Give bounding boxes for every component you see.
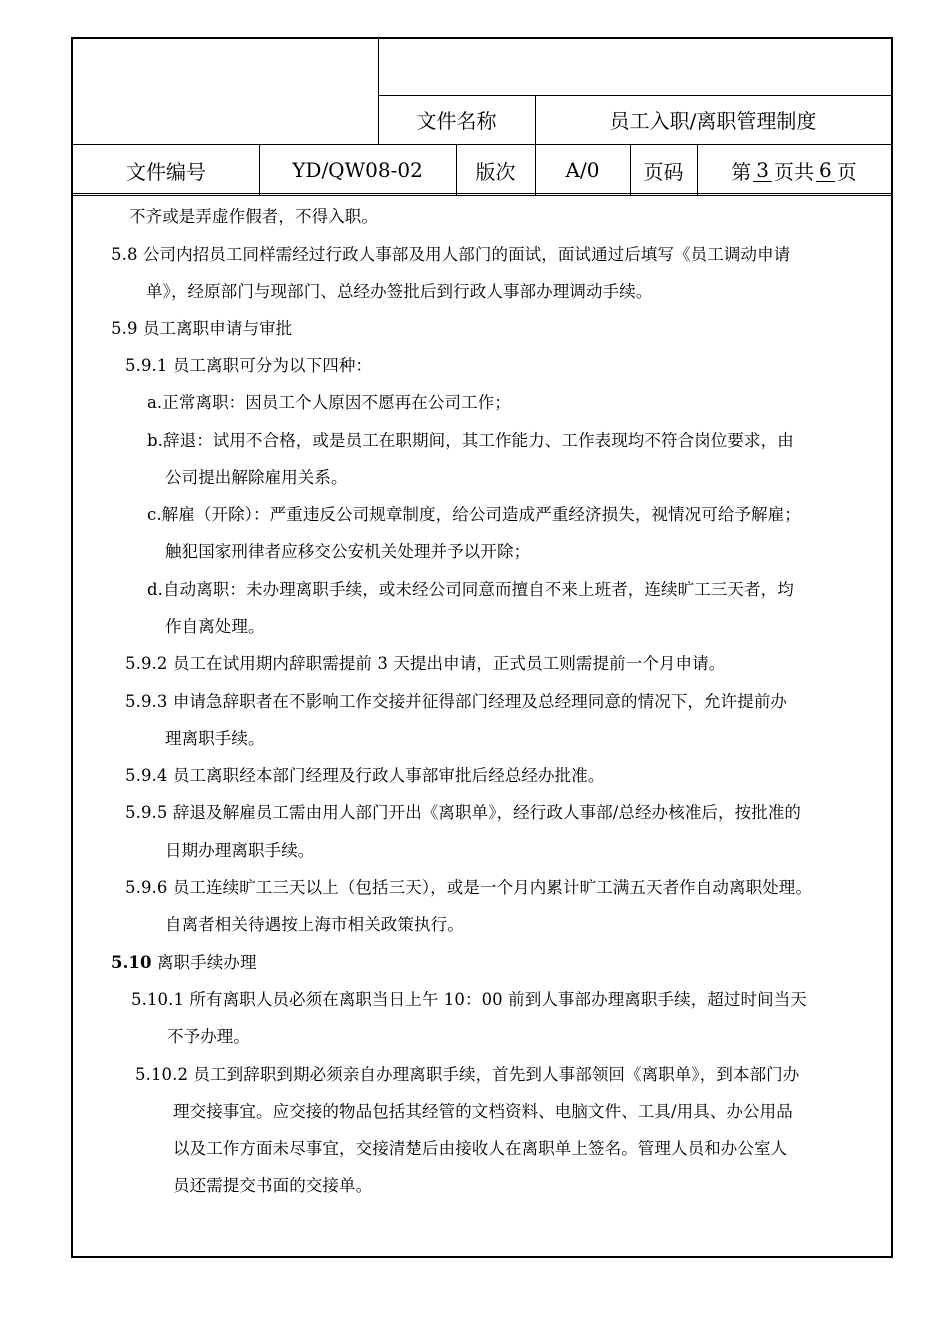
paragraph-line: 作自离处理。 — [165, 617, 265, 636]
section-5-10-2: 5.10.2 员工到辞职到期必须亲自办理离职手续，首先到人事部领回《离职单》，到本部门办 — [135, 1065, 800, 1084]
paragraph-line: 公司提出解除雇用关系。 — [165, 468, 348, 487]
paragraph-line: 不齐或是弄虚作假者，不得入职。 — [129, 207, 378, 226]
section-5-9-4: 5.9.4 员工离职经本部门经理及行政人事部审批后经总经办批准。 — [125, 766, 605, 785]
section-number: 5.10 — [111, 953, 152, 972]
file-no-value: YD/QW08-02 — [292, 158, 423, 182]
version-value: A/0 — [565, 158, 600, 182]
page-current: 3 — [753, 159, 772, 182]
section-5-9-6: 5.9.6 员工连续旷工三天以上（包括三天），或是一个月内累计旷工满五天者作自动离职处理。 — [125, 878, 812, 897]
section-5-8: 5.8 公司内招员工同样需经过行政人事部及用人部门的面试，面试通过后填写《员工调动申请 — [111, 245, 791, 264]
paragraph-line: 员还需提交书面的交接单。 — [173, 1176, 373, 1195]
item-a: a.正常离职：因员工个人原因不愿再在公司工作； — [147, 393, 511, 412]
document-frame — [71, 37, 893, 1258]
paragraph-line: 日期办理离职手续。 — [165, 841, 315, 860]
page-prefix: 第 — [731, 159, 752, 184]
paragraph-line: 自离者相关待遇按上海市相关政策执行。 — [165, 915, 464, 934]
section-5-9-1: 5.9.1 员工离职可分为以下四种： — [125, 356, 373, 375]
paragraph-line: 不予办理。 — [167, 1027, 250, 1046]
item-d: d.自动离职：未办理离职手续，或未经公司同意而擅自不来上班者，连续旷工三天者，均 — [147, 580, 794, 599]
page-label: 页码 — [643, 159, 684, 184]
section-5-10-heading — [111, 949, 257, 973]
paragraph-line: 单》，经原部门与现部门、总经办签批后到行政人事部办理调动手续。 — [146, 282, 653, 301]
section-5-9-2: 5.9.2 员工在试用期内辞职需提前 3 天提出申请，正式员工则需提前一个月申请。 — [125, 654, 726, 673]
item-c: c.解雇（开除）：严重违反公司规章制度，给公司造成严重经济损失，视情况可给予解雇； — [147, 505, 801, 524]
page-number — [697, 144, 891, 196]
paragraph-line: 以及工作方面未尽事宜，交接清楚后由接收人在离职单上签名。管理人员和办公室人 — [173, 1139, 788, 1158]
section-title: 离职手续办理 — [151, 953, 257, 972]
document-header-table — [73, 39, 891, 196]
section-5-9-5: 5.9.5 辞退及解雇员工需由用人部门开出《离职单》，经行政人事部/总经办核准后，按批准的 — [125, 803, 802, 822]
paragraph-line: 触犯国家刑律者应移交公安机关处理并予以开除； — [165, 542, 531, 561]
file-no-label: 文件编号 — [126, 159, 206, 184]
paragraph-line: 理交接事宜。应交接的物品包括其经管的文档资料、电脑文件、工具/用具、办公用品 — [173, 1102, 793, 1121]
section-5-9-heading: 5.9 员工离职申请与审批 — [111, 319, 293, 338]
page-middle: 页共 — [774, 159, 814, 184]
paragraph-line: 理离职手续。 — [165, 729, 265, 748]
page-total: 6 — [816, 159, 835, 182]
file-name-value: 员工入职/离职管理制度 — [609, 109, 817, 133]
item-b: b.辞退：试用不合格，或是员工在职期间，其工作能力、工作表现均不符合岗位要求，由 — [147, 431, 794, 450]
version-label: 版次 — [475, 159, 516, 184]
section-5-10-1: 5.10.1 所有离职人员必须在离职当日上午 10：00 前到人事部办理离职手续，超过时间当天 — [131, 990, 807, 1009]
section-5-9-3: 5.9.3 申请急辞职者在不影响工作交接并征得部门经理及总经理同意的情况下，允许提前办 — [125, 692, 788, 711]
page-suffix: 页 — [836, 159, 857, 184]
file-name-label: 文件名称 — [416, 109, 497, 133]
